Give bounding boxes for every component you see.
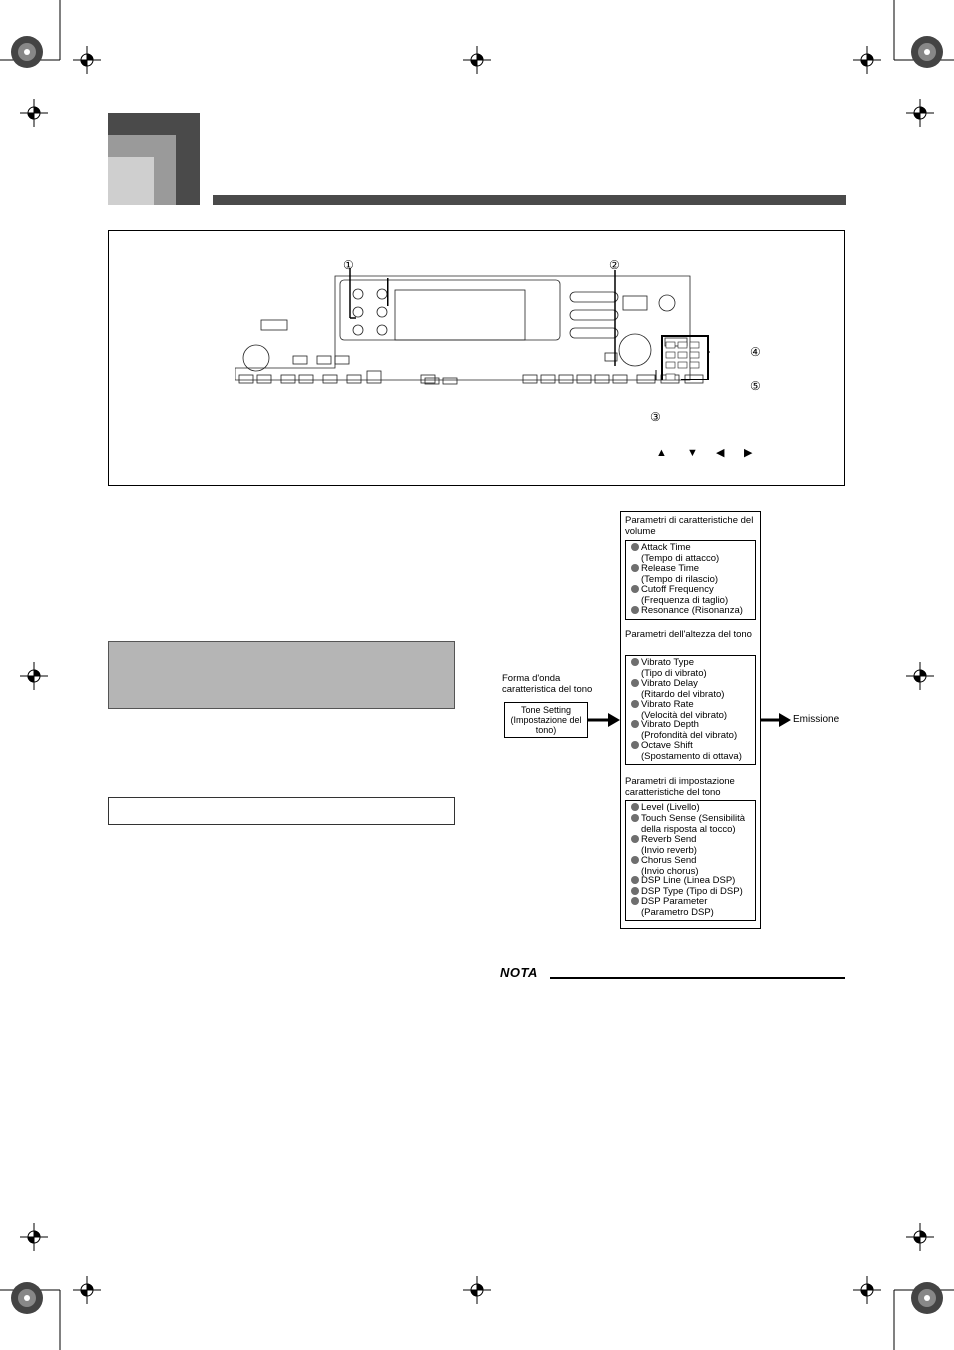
param-dsp-type: DSP Type (Tipo di DSP) bbox=[631, 887, 743, 898]
param-chorus-send: Chorus Send (Invio chorus) bbox=[631, 856, 699, 877]
shaded-procedure-box bbox=[108, 641, 455, 709]
param-cutoff-frequency: Cutoff Frequency (Frequenza di taglio) bbox=[631, 585, 728, 606]
callout-5: ⑤ bbox=[750, 379, 761, 393]
bullet-icon bbox=[631, 720, 639, 728]
input-waveform-label: Forma d'onda caratteristica del tono bbox=[502, 673, 593, 695]
output-label: Emissione bbox=[793, 714, 840, 725]
input-arrow-icon bbox=[588, 713, 622, 727]
bullet-icon bbox=[631, 606, 639, 614]
param-attack-time: Attack Time (Tempo di attacco) bbox=[631, 543, 719, 564]
group-title-volume: Parametri di caratteristiche del volume bbox=[625, 515, 754, 537]
bullet-icon bbox=[631, 856, 639, 864]
bullet-icon bbox=[631, 564, 639, 572]
param-release-time: Release Time (Tempo di rilascio) bbox=[631, 564, 718, 585]
callout-line-1 bbox=[346, 268, 356, 328]
param-resonance: Resonance (Risonanza) bbox=[631, 606, 743, 617]
bullet-icon bbox=[631, 585, 639, 593]
title-bar bbox=[213, 195, 846, 205]
chapter-corner-graphic bbox=[108, 113, 200, 205]
param-reverb-send: Reverb Send (Invio reverb) bbox=[631, 835, 697, 856]
bullet-icon bbox=[631, 876, 639, 884]
group-title-pitch: Parametri dell'altezza del tono bbox=[625, 629, 752, 640]
param-vibrato-rate: Vibrato Rate (Velocità del vibrato) bbox=[631, 700, 727, 721]
callout-2: ② bbox=[609, 258, 620, 272]
bullet-icon bbox=[631, 835, 639, 843]
param-octave-shift: Octave Shift (Spostamento di ottava) bbox=[631, 741, 742, 762]
param-touch-sense: Touch Sense (Sensibilità della risposta al tocco) bbox=[631, 814, 745, 835]
param-vibrato-type: Vibrato Type (Tipo di vibrato) bbox=[631, 658, 707, 679]
param-level: Level (Livello) bbox=[631, 803, 700, 814]
bullet-icon bbox=[631, 543, 639, 551]
down-arrow-icon: ▼ bbox=[687, 447, 698, 459]
bullet-icon bbox=[631, 679, 639, 687]
callout-3: ③ bbox=[650, 410, 661, 424]
note-rule bbox=[550, 977, 845, 979]
up-arrow-icon: ▲ bbox=[656, 447, 667, 459]
param-vibrato-depth: Vibrato Depth (Profondità del vibrato) bbox=[631, 720, 737, 741]
param-dsp-parameter: DSP Parameter (Parametro DSP) bbox=[631, 897, 714, 918]
param-dsp-line: DSP Line (Linea DSP) bbox=[631, 876, 735, 887]
right-arrow-icon: ▶ bbox=[744, 447, 753, 459]
note-heading: NOTA bbox=[500, 965, 538, 980]
bullet-icon bbox=[631, 887, 639, 895]
bullet-icon bbox=[631, 803, 639, 811]
output-arrow-icon bbox=[761, 713, 793, 727]
bullet-icon bbox=[631, 658, 639, 666]
tone-setting-box: Tone Setting (Impostazione del tono) bbox=[504, 702, 588, 738]
bullet-icon bbox=[631, 814, 639, 822]
param-vibrato-delay: Vibrato Delay (Ritardo del vibrato) bbox=[631, 679, 724, 700]
callout-4: ④ bbox=[750, 345, 761, 359]
group-title-tone-settings: Parametri di impostazione caratteristiche del tono bbox=[625, 776, 735, 798]
outlined-box bbox=[108, 797, 455, 825]
bullet-icon bbox=[631, 700, 639, 708]
bullet-icon bbox=[631, 741, 639, 749]
bullet-icon bbox=[631, 897, 639, 905]
callout-1: ① bbox=[343, 258, 354, 272]
left-arrow-icon: ◀ bbox=[716, 447, 725, 459]
keypad-highlight bbox=[600, 270, 710, 380]
